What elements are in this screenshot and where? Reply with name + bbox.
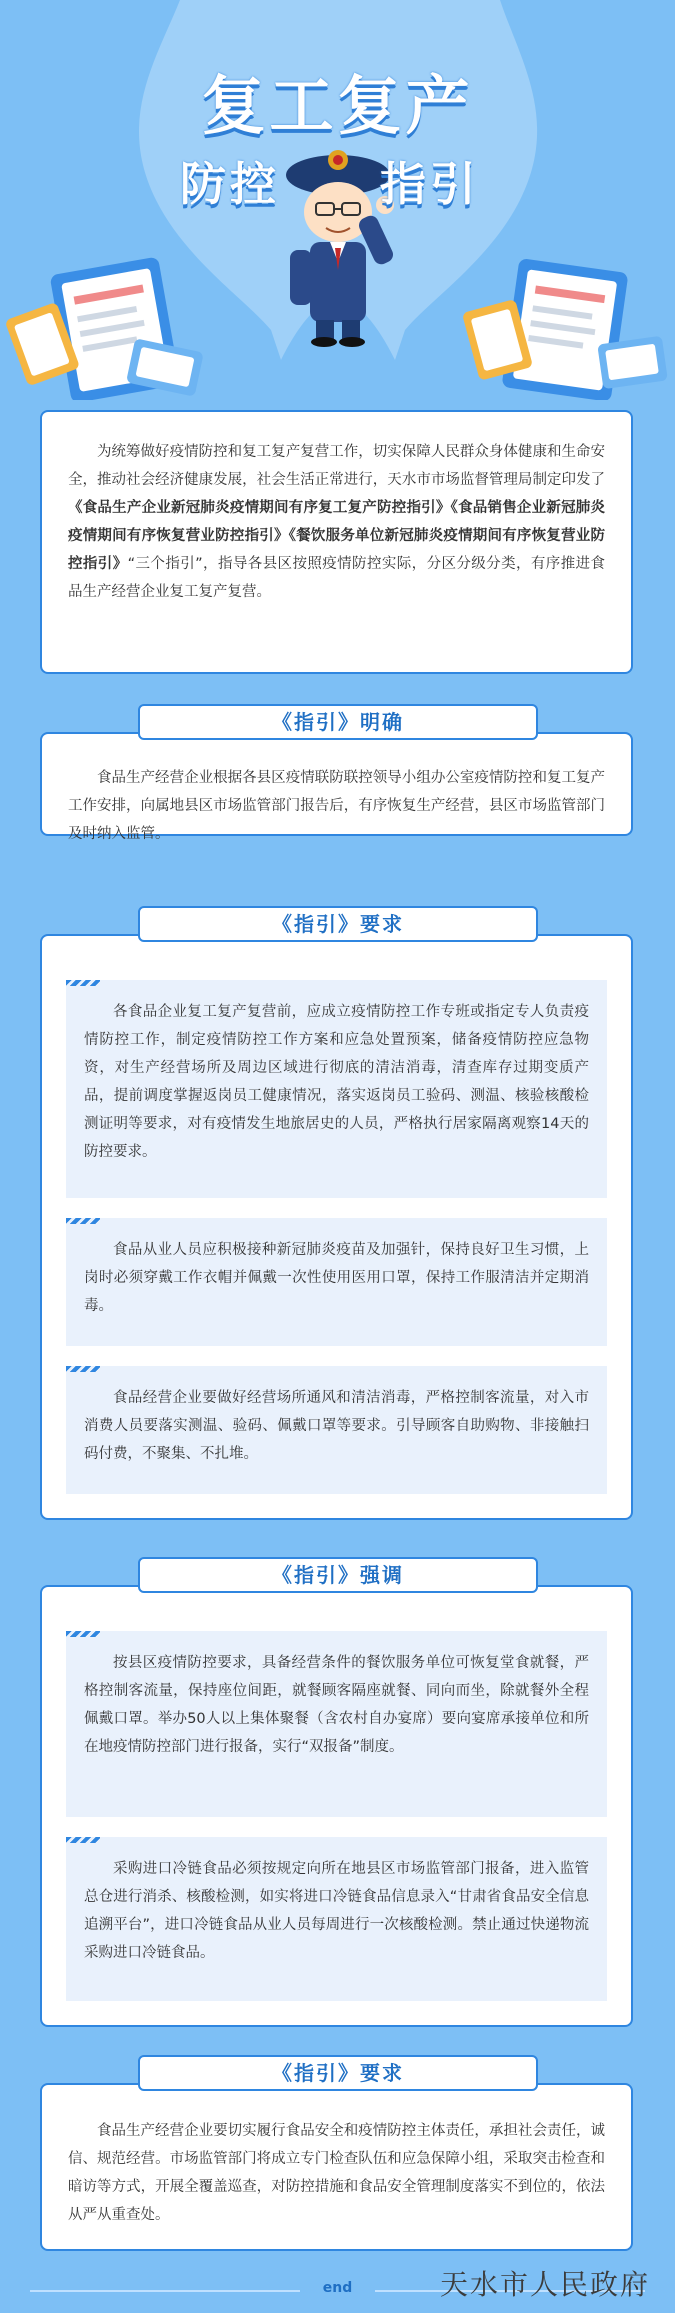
emphasize-item-1-text: 按县区疫情防控要求，具备经营条件的餐饮服务单位可恢复堂食就餐，严格控制客流量，保持座位间距，就餐顾客隔座就餐、同向而坐，除就餐外全程佩戴口罩。举办50人以上集体聚餐（含农村自办宴席）要向宴席承接单位和所在地疫情防控部门进行报备，实行“双报备”制度。 — [84, 1655, 589, 1755]
guideline-title-sales: 《食品销售企业新冠肺炎疫情期间有序恢复营业防控指引》 — [68, 500, 606, 544]
intro-text-end: “三个指引”，指导各县区按照疫情防控实际，分区分级分类，有序推进食品生产经营企业复工复产复营。 — [68, 556, 605, 600]
intro-card — [40, 410, 633, 674]
hero-subtitle-left: 防控 — [180, 157, 280, 211]
stripe-decoration — [66, 980, 100, 986]
stripe-decoration — [66, 1218, 100, 1224]
hero-subtitle-right: 指引 — [380, 157, 480, 211]
stripe-decoration — [66, 1837, 100, 1843]
end-divider-left — [30, 2290, 300, 2292]
require-item-3-text: 食品经营企业要做好经营场所通风和清洁消毒，严格控制客流量，对入市消费人员要落实测温、验码、佩戴口罩等要求。引导顾客自助购物、非接触扫码付费，不聚集、不扎堆。 — [84, 1390, 589, 1462]
clipboard-left-icon — [5, 256, 204, 400]
section-require2-tab: 《指引》要求 — [138, 2055, 538, 2091]
section-require2-card — [40, 2083, 633, 2251]
clipboard-right-icon — [462, 258, 668, 400]
require-item-1-text: 各食品企业复工复产复营前，应成立疫情防控工作专班或指定专人负责疫情防控工作，制定疫情防控工作方案和应急处置预案，储备疫情防控应急物资，对生产经营场所及周边区域进行彻底的清洁消毒，清查库存过期变质产品，提前调度掌握返岗员工健康情况，落实返岗员工验码、测温、核验核酸检测证明等要求，对有疫情发生地旅居史的人员，严格执行居家隔离观察14天的防控要求。 — [84, 1004, 589, 1160]
intro-text-start: 为统筹做好疫情防控和复工复产复营工作，切实保障人民群众身体健康和生命安全，推动社会经济健康发展，社会生活正常进行，天水市市场监督管理局制定印发了 — [68, 444, 605, 488]
stripe-decoration — [66, 1366, 100, 1372]
section-require-tab: 《指引》要求 — [138, 906, 538, 942]
section-emphasize-tab: 《指引》强调 — [138, 1557, 538, 1593]
require-item-2 — [66, 1218, 607, 1346]
source-watermark: 天水市人民政府 — [440, 2268, 651, 2301]
hero-banner — [0, 0, 675, 400]
require-item-1 — [66, 980, 607, 1198]
emphasize-item-1 — [66, 1631, 607, 1817]
emphasize-item-2 — [66, 1837, 607, 2001]
emphasize-item-2-text: 采购进口冷链食品必须按规定向所在地县区市场监管部门报备，进入监管总仓进行消杀、核酸检测，如实将进口冷链食品信息录入“甘肃省食品安全信息追溯平台”，进口冷链食品从业人员每周进行一次核酸检测。禁止通过快递物流采购进口冷链食品。 — [84, 1861, 589, 1961]
section-clarify-card — [40, 732, 633, 842]
section-clarify-tab: 《指引》明确 — [138, 704, 538, 740]
intro-paragraph — [68, 438, 605, 606]
end-label: end — [322, 2280, 353, 2296]
guideline-title-catering: 《餐饮服务单位新冠肺炎疫情期间有序恢复营业防控指引》 — [68, 528, 606, 572]
stripe-decoration — [66, 1631, 100, 1637]
hero-title: 复工复产 — [201, 70, 474, 144]
require-item-2-text: 食品从业人员应积极接种新冠肺炎疫苗及加强针，保持良好卫生习惯，上岗时必须穿戴工作衣帽并佩戴一次性使用医用口罩，保持工作服清洁并定期消毒。 — [84, 1242, 589, 1314]
section-emphasize-card — [40, 1585, 633, 2027]
require-item-3 — [66, 1366, 607, 1494]
section-clarify-text: 食品生产经营企业根据各县区疫情联防联控领导小组办公室疫情防控和复工复产工作安排，向属地县区市场监管部门报告后，有序恢复生产经营，县区市场监管部门及时纳入监管。 — [68, 770, 605, 842]
section-require-card — [40, 934, 633, 1520]
section-require2-text: 食品生产经营企业要切实履行食品安全和疫情防控主体责任，承担社会责任，诚信、规范经营。市场监管部门将成立专门检查队伍和应急保障小组，采取突击检查和暗访等方式，开展全覆盖巡查，对防控措施和食品安全管理制度落实不到位的，依法从严从重查处。 — [68, 2123, 605, 2223]
guideline-title-production: 《食品生产企业新冠肺炎疫情期间有序复工复产防控指引》 — [68, 500, 451, 516]
